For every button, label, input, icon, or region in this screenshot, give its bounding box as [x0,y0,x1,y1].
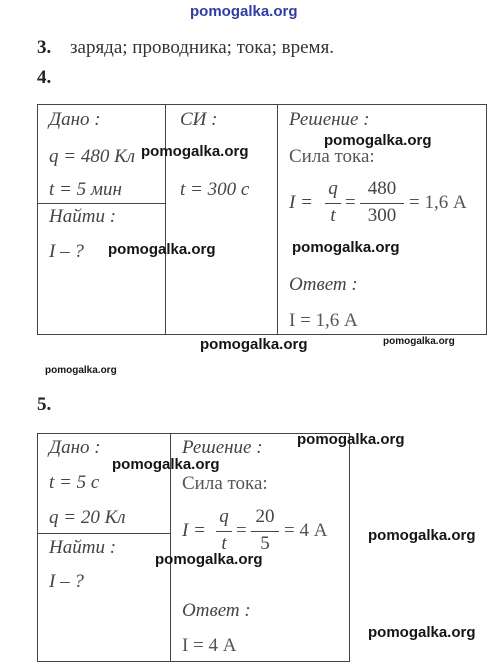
find-title-5: Найти : [49,537,117,558]
item-5-number: 5. [37,394,52,415]
find-title-4: Найти : [49,206,117,227]
watermark[interactable]: pomogalka.org [297,431,405,448]
solution-title-4: Решение : [289,109,370,130]
given-title-4: Дано : [49,109,101,130]
given-q-5: q = 20 Кл [49,507,126,528]
find-value-4: I – ? [49,241,84,262]
watermark[interactable]: pomogalka.org [200,336,308,353]
item-4-number: 4. [37,67,52,88]
result-4: = 1,6 А [409,192,467,213]
frac2-num-4: 480 [367,178,397,199]
solution-label-5: Сила тока: [182,473,268,494]
si-title-4: СИ : [180,109,218,130]
watermark[interactable]: pomogalka.org [45,365,117,376]
formula-left-5: I = [182,520,206,541]
frac1-num-5: q [219,506,229,527]
answer-value-5: I = 4 А [182,635,237,656]
watermark[interactable]: pomogalka.org [324,132,432,149]
solution-title-5: Решение : [182,437,263,458]
eq-5: = [236,520,247,541]
given-t-5: t = 5 с [49,472,100,493]
answer-title-4: Ответ : [289,274,358,295]
given-q-4: q = 480 Кл [49,146,135,167]
watermark[interactable]: pomogalka.org [141,143,249,160]
watermark[interactable]: pomogalka.org [112,456,220,473]
frac1-den-4: t [330,205,336,226]
result-5: = 4 А [284,520,328,541]
given-title-5: Дано : [49,437,101,458]
watermark[interactable]: pomogalka.org [292,239,400,256]
watermark[interactable]: pomogalka.org [155,551,263,568]
watermark[interactable]: pomogalka.org [108,241,216,258]
frac1-den-5: t [221,533,227,554]
watermark[interactable]: pomogalka.org [368,624,476,641]
find-value-5: I – ? [49,571,84,592]
frac1-num-4: q [328,178,338,199]
watermark[interactable]: pomogalka.org [368,527,476,544]
frac2-den-4: 300 [367,205,397,226]
given-t-4: t = 5 мин [49,179,122,200]
frac2-den-5: 5 [260,533,270,554]
watermark-top[interactable]: pomogalka.org [190,3,298,20]
formula-left-4: I = [289,192,313,213]
item-3-text: заряда; проводника; тока; время. [70,37,335,58]
answer-title-5: Ответ : [182,600,251,621]
watermark[interactable]: pomogalka.org [383,336,455,347]
si-t-4: t = 300 с [180,179,250,200]
item-3-number: 3. [37,37,52,58]
eq-4: = [345,192,356,213]
answer-value-4: I = 1,6 А [289,310,358,331]
frac2-num-5: 20 [255,506,275,527]
solution-label-4: Сила тока: [289,146,375,167]
